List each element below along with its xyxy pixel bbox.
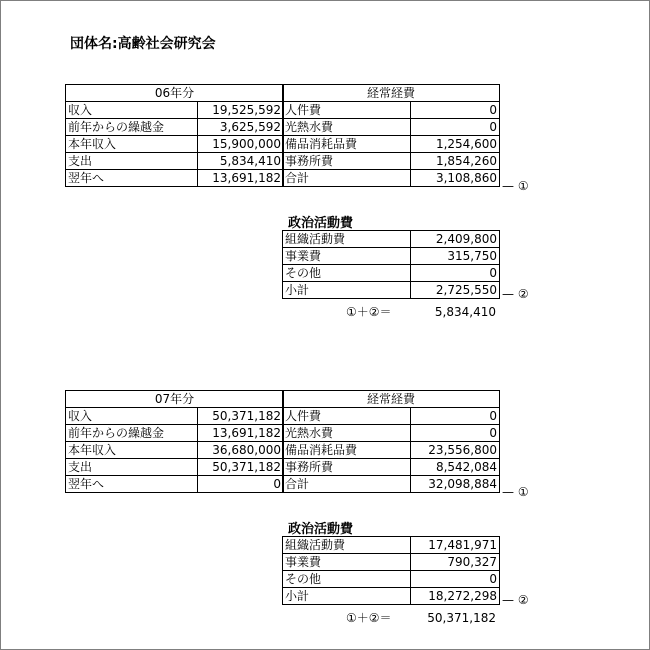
- row-value: 0: [411, 571, 500, 588]
- summary-table-2007: [65, 390, 284, 493]
- row-label: 翌年へ: [66, 476, 198, 493]
- table-row: [66, 459, 284, 476]
- row-label: 組織活動費: [283, 537, 411, 554]
- row-label: その他: [283, 571, 411, 588]
- table-row: [283, 442, 500, 459]
- row-label: 人件費: [283, 408, 411, 425]
- row-label: 合計: [283, 476, 411, 493]
- row-value: 0: [411, 119, 500, 136]
- row-value: 50,371,182: [198, 459, 284, 476]
- subtotal-marker-2: — ②: [502, 593, 529, 607]
- ordinary-expenses-table-2007: [282, 390, 500, 493]
- ordinary-header: 経常経費: [283, 85, 500, 102]
- row-value: 50,371,182: [198, 408, 284, 425]
- political-section-title: 政治活動費: [288, 216, 354, 231]
- row-label: 合計: [283, 170, 411, 187]
- ordinary-expenses-table-2006: [282, 84, 500, 187]
- row-label: 事務所費: [283, 459, 411, 476]
- row-value: 13,691,182: [198, 425, 284, 442]
- table-row: [66, 425, 284, 442]
- ordinary-header-row: [283, 85, 500, 102]
- row-label: 前年からの繰越金: [66, 119, 198, 136]
- row-label: 小計: [283, 588, 411, 605]
- grand-total-value: 5,834,410: [434, 305, 496, 319]
- row-value: 23,556,800: [411, 442, 500, 459]
- political-expenses-table-2006: [282, 230, 500, 299]
- table-row: [283, 571, 500, 588]
- row-value: 15,900,000: [198, 136, 284, 153]
- table-row: [283, 282, 500, 299]
- row-value: 19,525,592: [198, 102, 284, 119]
- table-row: [283, 459, 500, 476]
- summary-table-2006: [65, 84, 284, 187]
- row-value: 315,750: [411, 248, 500, 265]
- table-row: [283, 554, 500, 571]
- row-label: 光熱水費: [283, 425, 411, 442]
- subtotal-marker-2: — ②: [502, 287, 529, 301]
- grand-total-line: [346, 610, 496, 626]
- row-value: 0: [411, 425, 500, 442]
- table-row: [66, 170, 284, 187]
- row-label: 事業費: [283, 554, 411, 571]
- table-row: [66, 102, 284, 119]
- row-label: その他: [283, 265, 411, 282]
- row-value: 2,725,550: [411, 282, 500, 299]
- political-expenses-table-2007: [282, 536, 500, 605]
- table-row: [66, 408, 284, 425]
- table-row: [283, 231, 500, 248]
- political-section-title: 政治活動費: [288, 522, 354, 537]
- row-label: 備品消耗品費: [283, 442, 411, 459]
- grand-total-label: ①＋②＝: [346, 611, 392, 625]
- summary-header-row: [66, 85, 284, 102]
- row-value: 3,625,592: [198, 119, 284, 136]
- grand-total-line: [346, 304, 496, 320]
- row-value: 17,481,971: [411, 537, 500, 554]
- table-row: [66, 153, 284, 170]
- organization-title: 団体名:高齢社会研究会: [70, 36, 216, 52]
- table-row: [283, 425, 500, 442]
- table-row: [66, 119, 284, 136]
- row-label: 収入: [66, 408, 198, 425]
- row-label: 前年からの繰越金: [66, 425, 198, 442]
- table-row: [283, 119, 500, 136]
- row-label: 人件費: [283, 102, 411, 119]
- row-value: 32,098,884: [411, 476, 500, 493]
- row-value: 8,542,084: [411, 459, 500, 476]
- row-value: 0: [411, 265, 500, 282]
- row-value: 18,272,298: [411, 588, 500, 605]
- row-value: 0: [411, 102, 500, 119]
- table-row: [66, 476, 284, 493]
- row-value: 5,834,410: [198, 153, 284, 170]
- row-value: 790,327: [411, 554, 500, 571]
- total-marker-1: — ①: [502, 179, 529, 193]
- row-label: 支出: [66, 153, 198, 170]
- table-row: [283, 136, 500, 153]
- row-label: 小計: [283, 282, 411, 299]
- row-value: 36,680,000: [198, 442, 284, 459]
- row-value: 1,254,600: [411, 136, 500, 153]
- summary-header-row: [66, 391, 284, 408]
- grand-total-value: 50,371,182: [427, 611, 496, 625]
- table-row: [283, 170, 500, 187]
- row-value: 0: [411, 408, 500, 425]
- row-value: 2,409,800: [411, 231, 500, 248]
- row-label: 事業費: [283, 248, 411, 265]
- row-label: 収入: [66, 102, 198, 119]
- table-row: [283, 102, 500, 119]
- row-label: 支出: [66, 459, 198, 476]
- row-label: 事務所費: [283, 153, 411, 170]
- table-row: [66, 442, 284, 459]
- row-value: 1,854,260: [411, 153, 500, 170]
- row-label: 本年収入: [66, 442, 198, 459]
- table-row: [283, 537, 500, 554]
- row-value: 3,108,860: [411, 170, 500, 187]
- row-label: 翌年へ: [66, 170, 198, 187]
- table-row: [283, 408, 500, 425]
- row-label: 備品消耗品費: [283, 136, 411, 153]
- summary-header: 07年分: [66, 391, 284, 408]
- row-value: 0: [198, 476, 284, 493]
- table-row: [283, 476, 500, 493]
- table-row: [283, 248, 500, 265]
- row-label: 本年収入: [66, 136, 198, 153]
- grand-total-label: ①＋②＝: [346, 305, 392, 319]
- row-label: 光熱水費: [283, 119, 411, 136]
- total-marker-1: — ①: [502, 485, 529, 499]
- summary-header: 06年分: [66, 85, 284, 102]
- table-row: [283, 588, 500, 605]
- table-row: [283, 265, 500, 282]
- row-value: 13,691,182: [198, 170, 284, 187]
- ordinary-header-row: [283, 391, 500, 408]
- row-label: 組織活動費: [283, 231, 411, 248]
- ordinary-header: 経常経費: [283, 391, 500, 408]
- table-row: [283, 153, 500, 170]
- table-row: [66, 136, 284, 153]
